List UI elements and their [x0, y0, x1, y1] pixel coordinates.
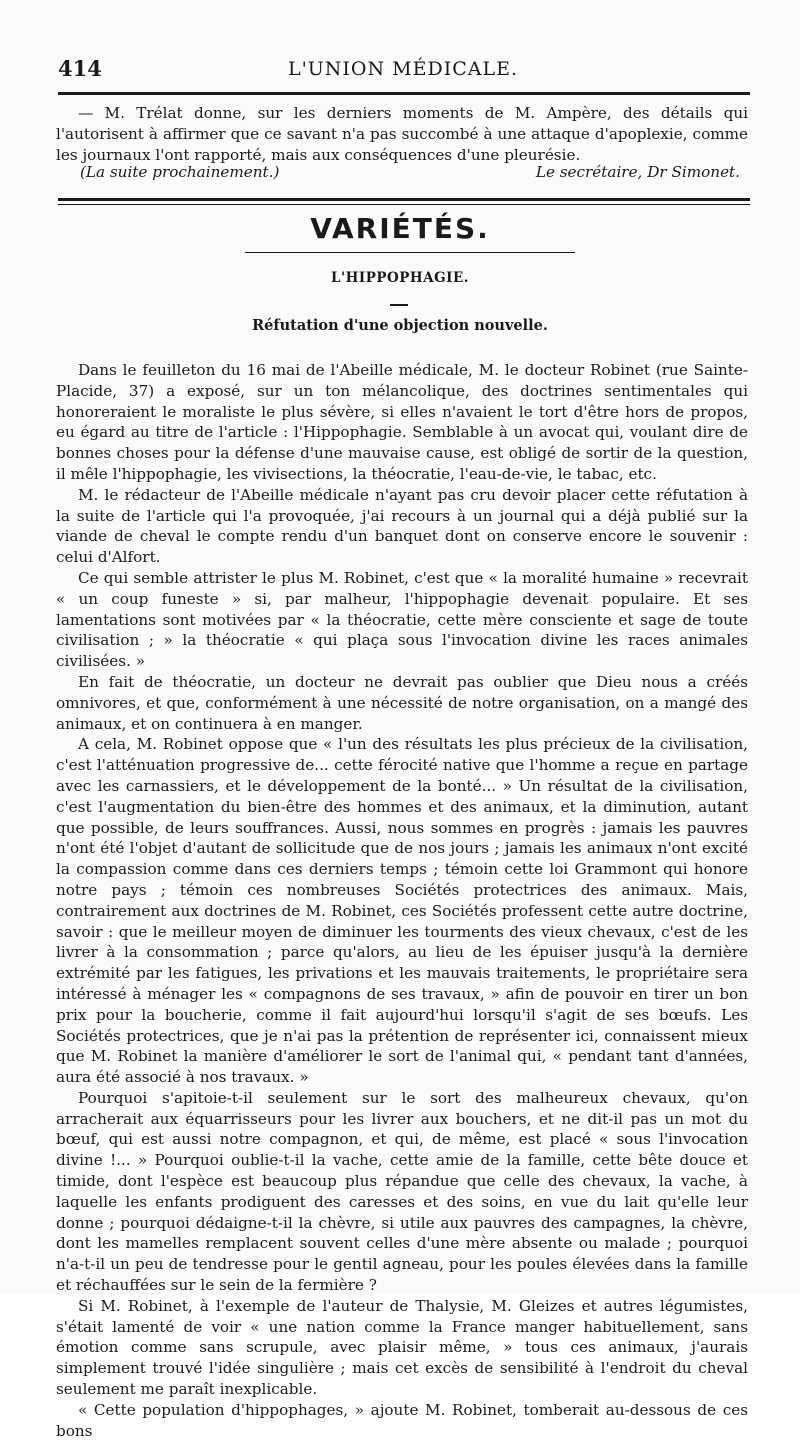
title-underline [245, 252, 575, 253]
article-paragraph: Pourquoi s'apitoie-t-il seulement sur le sort des malheureux chevaux, qu'on arracherait aux équarrisseurs pour les livrer aux bouchers, et ne dit-il pas un mot du bœuf, qui est aussi notre compagnon, et qui, de même, est placé « sous l'invocation divine !... » Pourquoi oublie-t-il la vache, cette amie de la famille, cette bête douce et timide, dont l'espèce est beaucoup plus répandue que celle des chevaux, la vache, à laquelle les enfants prodiguent des caresses et des soins, en vue du lait qu'elle leur donne ; pourquoi dédaigne-t-il la chèvre, si utile aux pauvres des campagnes, la chèvre, dont les mamelles remplacent souvent celles d'une mère absente ou malade ; pourquoi n'a-t-il un peu de tendresse pour le gentil agneau, pour les poules élevées dans la famille et réchauffées sur le sein de la fermière ? [56, 1088, 748, 1295]
article-paragraph: Si M. Robinet, à l'exemple de l'auteur de Thalysie, M. Gleizes et autres légumistes, s'était lamenté de voir « une nation comme la France manger habituellement, sans émotion comme sans scrupule, avec plaisir même, » tous ces animaux, j'aurais simplement trouvé l'idée singulière ; mais cet excès de sensibilité à l'endroit du cheval seulement me paraît inexplicable. [56, 1296, 748, 1399]
running-title: L'UNION MÉDICALE. [287, 58, 519, 80]
article-paragraph: Dans le feuilleton du 16 mai de l'Abeille médicale, M. le docteur Robinet (rue Sainte-Placide, 37) a exposé, sur un ton mélancolique, des doctrines sentimentales qui honoreraient le moraliste le plus sévère, si elles n'avaient le tort d'être hors de propos, eu égard au titre de l'article : l'Hippophagie. Semblable à un avocat qui, voulant dire de bonnes choses pour la défense d'une mauvaise cause, est obligé de sortir de la question, il mêle l'hippophagie, les vivisections, la théocratie, l'eau-de-vie, le tabac, etc. [56, 361, 748, 483]
section-title: VARIÉTÉS. [310, 212, 490, 245]
article-paragraph: A cela, M. Robinet oppose que « l'un des résultats les plus précieux de la civilisation, c'est l'atténuation progressive de... cette férocité native que l'homme a reçue en partage avec les carnassiers, et le développement de la bonté... » Un résultat de la civilisation, c'est l'augmentation du bien-être des hommes et des animaux, et la diminution, autant que possible, de leurs souffrances. Aussi, nous sommes en progrès : jamais les pauvres n'ont été l'objet d'autant de sollicitude que de nos jours ; jamais les animaux n'ont excité la compassion comme dans ces derniers temps ; témoin cette loi Grammont qui honore notre pays ; témoin ces nombreuses Sociétés protectrices des animaux. Mais, contrairement aux doctrines de M. Robinet, ces Sociétés professent cette autre doctrine, savoir : que le meilleur moyen de diminuer les tourments des vieux chevaux, c'est de les livrer à la consommation ; parce qu'alors, au lieu de les épuiser jusqu'à la dernière extrémité par les fatigues, les privations et les mauvais traitements, le propriétaire sera intéressé à ménager les « compagnons de ses travaux, » afin de pouvoir en tirer un bon prix pour la boucherie, comme il fait aujourd'hui lorsqu'il s'agit de ses bœufs. Les Sociétés protectrices, que je n'ai pas la prétention de représenter ici, connaissent mieux que M. Robinet la manière d'améliorer le sort de l'animal qui, « pendant tant d'années, aura été associé à nos travaux. » [56, 735, 748, 1087]
page-header [52, 50, 754, 90]
header-rule [58, 92, 750, 95]
page-number: 414 [58, 56, 102, 81]
article-paragraph: « Cette population d'hippophages, » ajoute M. Robinet, tomberait au-dessous de ces bons [56, 1400, 748, 1440]
article-subtitle: L'HIPPOPHAGIE. [331, 270, 469, 286]
article-heading: Réfutation d'une objection nouvelle. [252, 317, 548, 334]
suite-note: (La suite prochainement.) [80, 163, 280, 181]
article-paragraph: M. le rédacteur de l'Abeille médicale n'ayant pas cru devoir placer cette réfutation à la suite de l'article qui l'a provoquée, j'ai recours à un journal qui a déjà publié sur la viande de cheval le compte rendu d'un banquet dont on conserve encore le souvenir : celui d'Alfort. [56, 485, 748, 567]
trelat-paragraph [56, 103, 748, 165]
article-paragraph: Ce qui semble attrister le plus M. Robinet, c'est que « la moralité humaine » recevrait « un coup funeste » si, par malheur, l'hippophagie devenait populaire. Et ses lamentations sont motivées par « la théocratie, cette mère consciente et sage de toute civilisation ; » la théocratie « qui plaça sous l'invocation divine les races animales civilisées. » [56, 568, 748, 671]
trelat-text: — M. Trélat donne, sur les derniers moments de M. Ampère, des détails qui l'autorisent à affirmer que ce savant n'a pas succombé à une attaque d'apoplexie, comme les journaux l'ont rapporté, mais aux conséquences d'une pleurésie. [56, 104, 748, 164]
section-rule-top-thin [58, 204, 750, 205]
secretary-signature: Le secrétaire, Dr Simonet. [535, 163, 740, 181]
section-rule-top [58, 198, 750, 201]
article-body [56, 360, 748, 1441]
dash-separator [390, 304, 408, 306]
article-paragraph: En fait de théocratie, un docteur ne devrait pas oublier que Dieu nous a créés omnivores, et que, conformément à une nécessité de notre organisation, on a mangé des animaux, et on continuera à en manger. [56, 672, 748, 733]
